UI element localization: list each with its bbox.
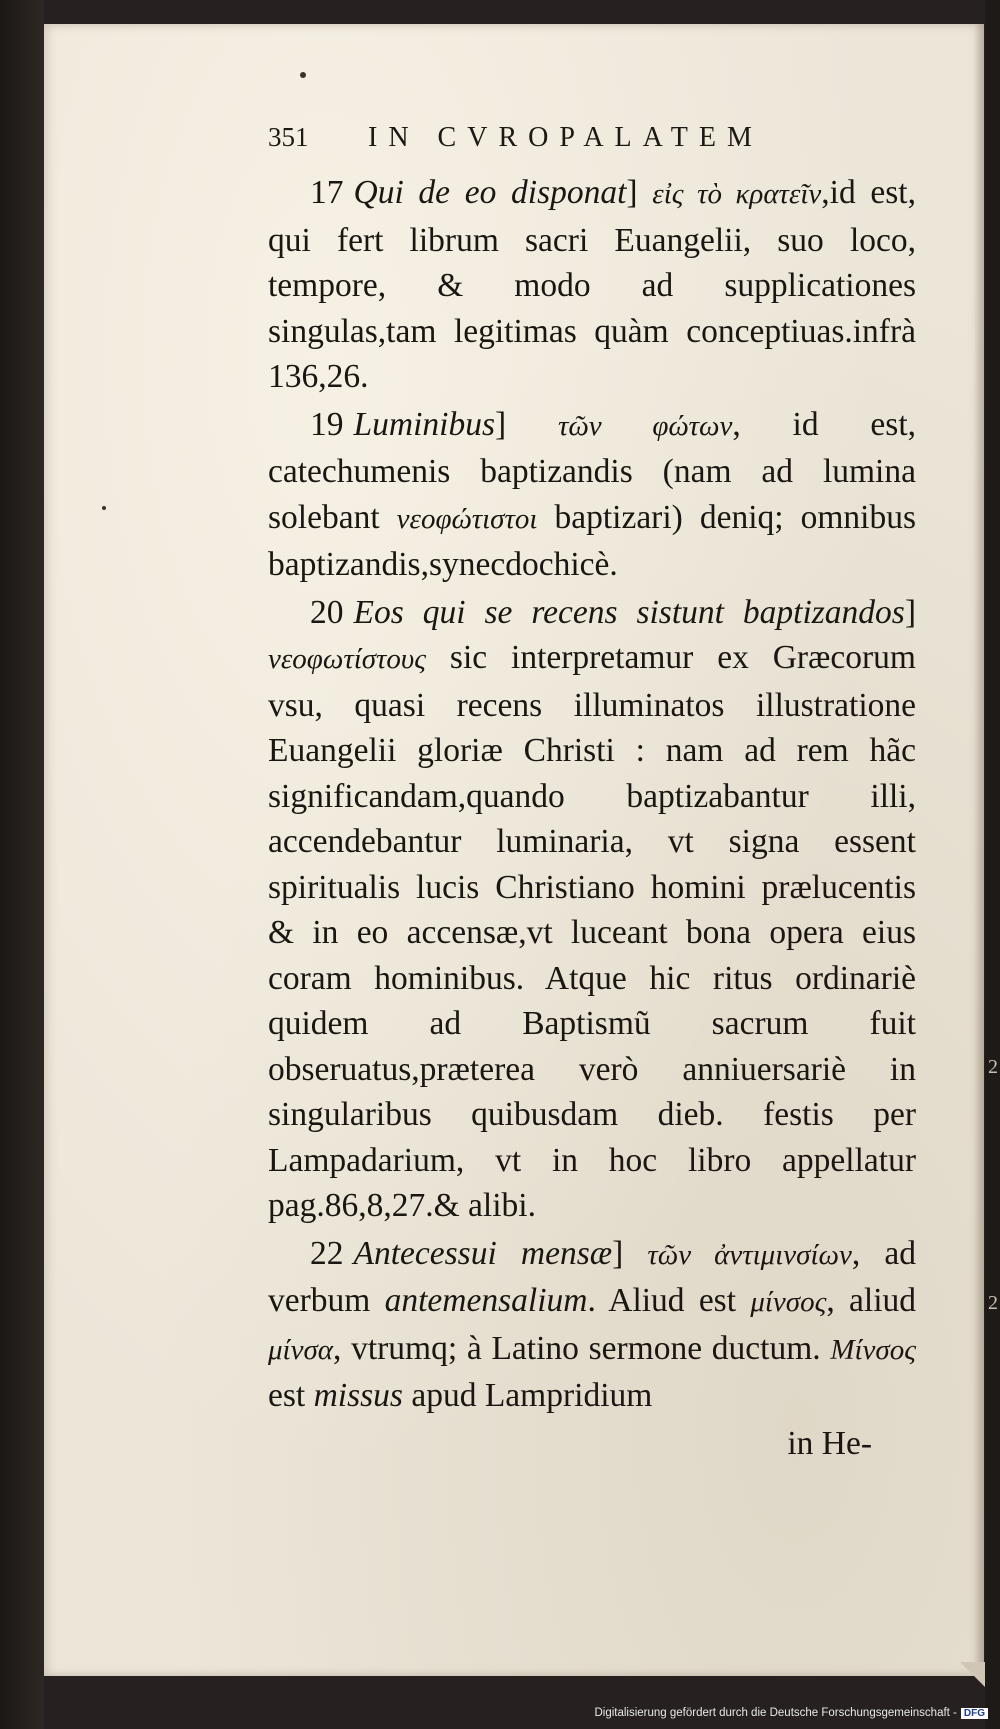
lemma-bracket: ] (494, 405, 507, 443)
note-text: . Aliud est (587, 1282, 751, 1319)
running-title: IN CVROPALATEM (368, 122, 763, 153)
lemma-bracket: ] (904, 593, 916, 631)
note-text: sic interpretamur ex Græcorum vsu, quasi recens illuminatos illustratione Euangelii gloriæ Christi : nam ad rem hãc significandam,quando baptizabantur illi, accendebantur luminaria, vt signa essent spiritualis lucis Christiano homini prælucentis & in eo accensæ,vt luceant bona opera eius coram hominibus. Atque hic ritus ordinariè quidem ad Baptismũ sacrum fuit obseruatus,præterea verò anniuersariè in singularibus quibusdam dieb. festis per Lampadarium, vt in hoc libro appellatur pag.86,8,27.& alibi. (268, 639, 916, 1224)
running-head (268, 122, 908, 162)
italic-term: missus (313, 1377, 403, 1414)
ink-speck (300, 72, 306, 78)
note-text: , id est, catechumenis baptizandis (nam ad lumina solebant (268, 405, 917, 536)
margin-mark: 2 (988, 1292, 998, 1314)
greek-phrase: νεοφώτιστοι (396, 502, 538, 535)
margin-mark: 2 (988, 1056, 998, 1078)
credit-text: Digitalisierung gefördert durch die Deutsche Forschungsgemeinschaft - (594, 1707, 957, 1719)
note-lemma: Eos qui se recens sistunt baptizandos (353, 593, 905, 631)
greek-phrase: μίνσος (750, 1286, 827, 1318)
note-lemma: Qui de eo disponat (353, 174, 627, 211)
note-22 (268, 1231, 916, 1419)
scan-background-left (0, 0, 44, 1729)
digitization-credit (594, 1707, 988, 1719)
greek-phrase: τῶν ἀντιμινσίων (647, 1238, 852, 1271)
greek-phrase: νεοφωτίστους (268, 643, 427, 675)
note-text: est (268, 1377, 314, 1414)
lemma-bracket: ] (612, 1234, 624, 1272)
scan-background-right (985, 0, 1000, 1729)
note-text: , vtrumq; à Latino sermone ductum. (333, 1329, 831, 1367)
note-20 (268, 590, 916, 1229)
greek-phrase: Μίνσος (830, 1333, 916, 1366)
greek-phrase: τῶν φώτων (557, 409, 733, 442)
greek-phrase: εἰς τὸ κρατεῖν (652, 178, 822, 210)
greek-phrase: μίνσα (268, 1333, 334, 1366)
note-text: , aliud (826, 1282, 916, 1319)
page-number: 351 (268, 122, 309, 152)
note-number: 19 (310, 405, 344, 443)
note-lemma: Luminibus (353, 405, 495, 443)
note-number: 20 (310, 593, 344, 631)
page-body (268, 170, 916, 1466)
note-19 (268, 402, 916, 588)
lemma-bracket: ] (626, 174, 638, 211)
note-text: ,id est, qui fert librum sacri Euangelii, suo loco, tempore, & modo ad supplicationes singulas,tam legitimas quàm conceptiuas.infrà 136,26. (268, 174, 916, 395)
note-text: baptizari) deniq; omnibus baptizandis,synecdochicè. (268, 498, 916, 583)
note-number: 22 (310, 1234, 344, 1272)
page-corner-fold (960, 1662, 985, 1687)
ink-speck (102, 506, 106, 510)
note-number: 17 (310, 174, 344, 211)
note-text: , ad verbum (268, 1234, 916, 1319)
italic-term: antemensalium (384, 1282, 588, 1319)
page-edge-shadow (974, 24, 984, 1676)
dfg-logo: DFG (961, 1708, 988, 1719)
note-text: apud Lampridium (402, 1377, 653, 1414)
catchword: in He- (787, 1424, 872, 1462)
note-lemma: Antecessui mensæ (353, 1234, 613, 1272)
note-17 (268, 170, 916, 400)
